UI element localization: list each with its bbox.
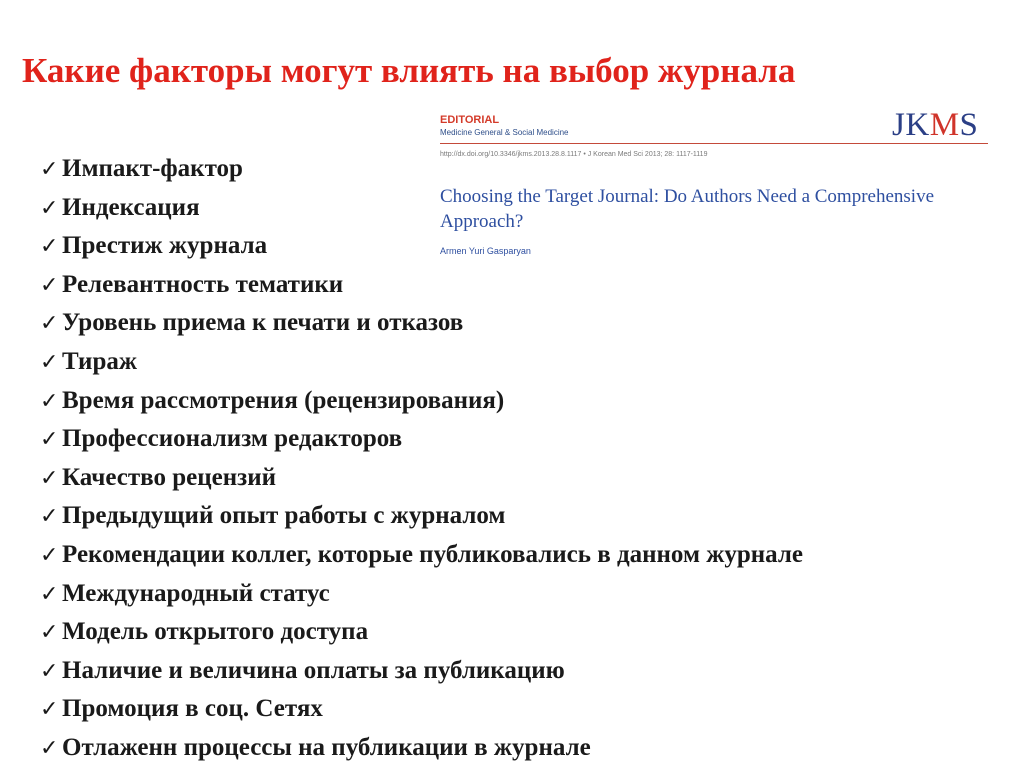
- check-icon: ✓: [40, 465, 59, 491]
- factor-item: [40, 459, 1000, 498]
- factor-list: [40, 150, 1000, 767]
- check-icon: ✓: [40, 388, 59, 414]
- check-icon: ✓: [40, 542, 59, 568]
- article-author: Armen Yuri Gasparyan: [440, 246, 531, 256]
- check-icon: ✓: [40, 658, 59, 684]
- factor-text: Промоция в соц. Сетях: [62, 695, 323, 723]
- article-kind: EDITORIAL: [440, 114, 500, 126]
- factor-text: Международный статус: [62, 579, 330, 607]
- factor-text: Профессионализм редакторов: [62, 425, 403, 453]
- factor-item: [40, 304, 1000, 343]
- check-icon: ✓: [40, 620, 59, 646]
- factor-item: [40, 497, 1000, 536]
- factor-item: [40, 266, 1000, 305]
- journal-logo-part-b: M: [929, 107, 960, 143]
- check-icon: ✓: [40, 311, 59, 337]
- factor-item: [40, 227, 1000, 266]
- check-icon: ✓: [40, 581, 59, 607]
- factor-item: [40, 613, 1000, 652]
- factor-item: [40, 382, 1000, 421]
- factor-text: Предыдущий опыт работы с журналом: [62, 502, 506, 530]
- factor-text: Время рассмотрения (рецензирования): [62, 386, 505, 414]
- journal-logo-part-c: S: [959, 107, 979, 143]
- factor-item: [40, 343, 1000, 382]
- factor-item: [40, 536, 880, 575]
- factor-item: [40, 652, 1000, 691]
- factor-text: Рекомендации коллег, которые публиковались в данном журнале: [62, 540, 804, 568]
- factor-item: [40, 729, 1000, 767]
- factor-item: [40, 420, 1000, 459]
- journal-logo-part-a: JK: [892, 107, 930, 143]
- factor-text: Качество рецензий: [62, 463, 277, 491]
- check-icon: ✓: [40, 427, 59, 453]
- check-icon: ✓: [40, 697, 59, 723]
- factor-text: Наличие и величина оплаты за публикацию: [62, 656, 565, 684]
- factor-text: Отлаженн процессы на публикации в журнале: [62, 733, 591, 761]
- factor-text: Релевантность тематики: [62, 270, 344, 298]
- check-icon: ✓: [40, 349, 59, 375]
- factor-item: [40, 690, 1000, 729]
- article-section: Medicine General & Social Medicine: [440, 128, 569, 137]
- check-icon: ✓: [40, 195, 59, 221]
- check-icon: ✓: [40, 157, 59, 182]
- factor-item: [40, 575, 1000, 614]
- factor-text: Престиж журнала: [62, 232, 268, 260]
- factor-item: [40, 189, 1000, 228]
- check-icon: ✓: [40, 234, 59, 260]
- article-doi: http://dx.doi.org/10.3346/jkms.2013.28.8.1117 • J Korean Med Sci 2013; 28: 1117-1119: [440, 151, 708, 158]
- slide-title: Какие факторы могут влиять на выбор журнала: [22, 51, 796, 90]
- check-icon: ✓: [40, 504, 59, 530]
- factor-text: Индексация: [62, 193, 200, 221]
- article-title: Choosing the Target Journal: Do Authors Need a Comprehensive Approach?: [440, 186, 934, 232]
- factor-item: [40, 150, 1000, 189]
- factor-text: Импакт-фактор: [62, 155, 243, 182]
- journal-logo: [892, 106, 978, 144]
- factor-text: Тираж: [62, 347, 137, 375]
- factor-text: Уровень приема к печати и отказов: [62, 309, 464, 337]
- check-icon: ✓: [40, 272, 59, 298]
- article-divider: [440, 143, 988, 144]
- factor-text: Модель открытого доступа: [62, 618, 369, 646]
- check-icon: ✓: [40, 735, 59, 761]
